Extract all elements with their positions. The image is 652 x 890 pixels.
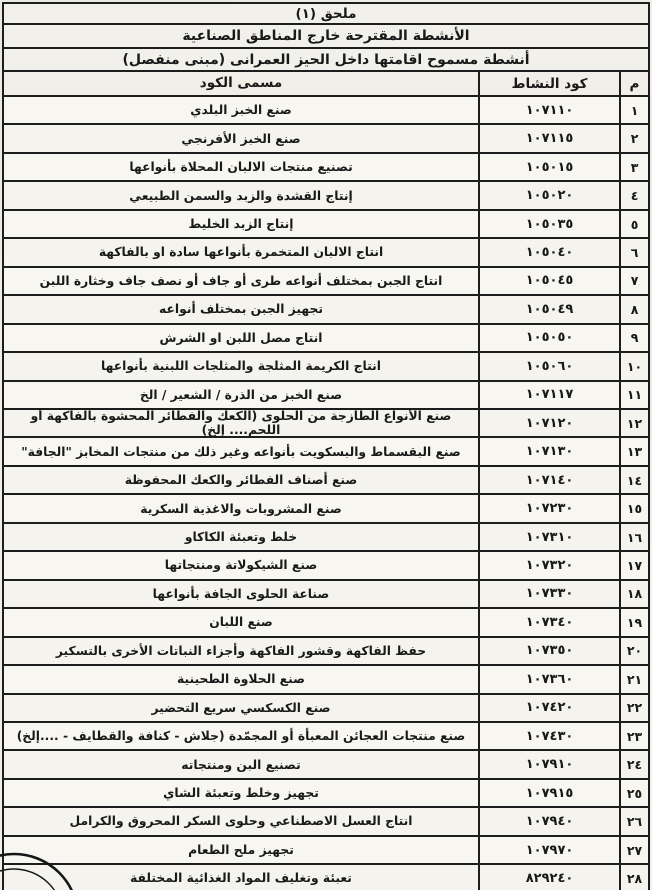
row-number-cell: ٢٣ <box>619 723 648 749</box>
row-number-cell: ٢٦ <box>619 808 648 834</box>
document-sub-title: أنشطة مسموح اقامتها داخل الحيز العمرانى (مبنى منفصل) <box>4 49 648 72</box>
row-number-cell: ٤ <box>619 182 648 208</box>
code-name-cell: صنع المشروبات والاغذية السكرية <box>140 501 342 516</box>
row-number-cell: ٢ <box>619 125 648 151</box>
activity-code-cell: ١٠٥٠٤٠ <box>478 239 619 265</box>
table-row <box>4 182 648 210</box>
table-row <box>4 467 648 495</box>
table-row <box>4 211 648 239</box>
column-header-activity-code: كود النشاط <box>478 72 619 95</box>
activity-code-cell: ١٠٧٣٢٠ <box>478 552 619 578</box>
row-number-cell: ٥ <box>619 211 648 237</box>
code-name-cell: انتاج العسل الاصطناعي وحلوى السكر المحروق والكرامل <box>69 814 413 829</box>
activity-code-cell: ١٠٧٤٢٠ <box>478 695 619 721</box>
activity-code-cell: ١٠٧٣١٠ <box>478 524 619 550</box>
row-number-cell: ٩ <box>619 325 648 351</box>
activity-code-cell: ١٠٧١٢٠ <box>478 410 619 436</box>
activity-code-cell: ١٠٧٢٣٠ <box>478 495 619 521</box>
table-row <box>4 751 648 779</box>
table-row <box>4 609 648 637</box>
table-row <box>4 353 648 381</box>
activity-code-cell: ١٠٧٣٣٠ <box>478 581 619 607</box>
activity-code-cell: ١٠٧١١٠ <box>478 97 619 123</box>
table-row <box>4 268 648 296</box>
code-name-cell: صنع الخبز من الذرة / الشعير / الخ <box>139 387 343 402</box>
code-name-cell: تصنيع منتجات الالبان المحلاة بأنواعها <box>129 160 353 175</box>
activity-code-cell: ١٠٧٣٦٠ <box>478 666 619 692</box>
activity-code-cell: ١٠٧٣٥٠ <box>478 638 619 664</box>
table-row <box>4 865 648 890</box>
code-name-cell: خلط وتعبئة الكاكاو <box>184 529 298 544</box>
activity-code-cell: ١٠٥٠٦٠ <box>478 353 619 379</box>
table-row <box>4 780 648 808</box>
row-number-cell: ١٦ <box>619 524 648 550</box>
code-name-cell: صنع البقسماط والبسكويت بأنواعه وغير ذلك من منتجات المخابز "الجافة" <box>21 444 461 459</box>
row-number-cell: ١ <box>619 97 648 123</box>
activity-code-cell: ١٠٥٠١٥ <box>478 154 619 180</box>
table-row <box>4 495 648 523</box>
row-number-cell: ٣ <box>619 154 648 180</box>
row-number-cell: ٢٤ <box>619 751 648 777</box>
table-row <box>4 552 648 580</box>
table-body <box>4 97 648 890</box>
table-row <box>4 524 648 552</box>
table-row <box>4 438 648 466</box>
activity-code-cell: ١٠٧٩١٥ <box>478 780 619 806</box>
table-row <box>4 837 648 865</box>
activity-code-cell: ١٠٧١١٧ <box>478 382 619 408</box>
row-number-cell: ٢٧ <box>619 837 648 863</box>
activities-table <box>2 2 650 890</box>
row-number-cell: ٨ <box>619 296 648 322</box>
row-number-cell: ٢٢ <box>619 695 648 721</box>
table-row <box>4 410 648 438</box>
code-name-cell: صنع الكسكسي سريع التحضير <box>151 700 331 715</box>
activity-code-cell: ١٠٥٠٣٥ <box>478 211 619 237</box>
code-name-cell: صنع الخبز البلدي <box>190 103 292 118</box>
table-row <box>4 296 648 324</box>
activity-code-cell: ١٠٧١٣٠ <box>478 438 619 464</box>
column-header-code-name: مسمى الكود <box>199 74 283 91</box>
document-main-title: الأنشطة المقترحة خارج المناطق الصناعية <box>4 25 648 49</box>
activity-code-cell: ١٠٧٩٤٠ <box>478 808 619 834</box>
row-number-cell: ٧ <box>619 268 648 294</box>
code-name-cell: تجهيز وخلط وتعبئة الشاي <box>163 786 319 801</box>
code-name-cell: صنع الحلاوة الطحينية <box>177 672 305 687</box>
activity-code-cell: ١٠٧١١٥ <box>478 125 619 151</box>
table-row <box>4 581 648 609</box>
row-number-cell: ١٩ <box>619 609 648 635</box>
row-number-cell: ١٨ <box>619 581 648 607</box>
code-name-cell: إنتاج الزبد الخليط <box>188 216 294 231</box>
table-row <box>4 239 648 267</box>
table-row <box>4 808 648 836</box>
code-name-cell: انتاج الجبن بمختلف أنواعه طرى أو جاف أو نصف جاف وخثارة اللبن <box>39 273 443 288</box>
table-row <box>4 325 648 353</box>
code-name-cell: صنع أصناف الفطائر والكعك المحفوظة <box>124 473 358 488</box>
row-number-cell: ١٢ <box>619 410 648 436</box>
activity-code-cell: ١٠٧٣٤٠ <box>478 609 619 635</box>
table-row <box>4 154 648 182</box>
activity-code-cell: ١٠٧١٤٠ <box>478 467 619 493</box>
activity-code-cell: ١٠٥٠٤٥ <box>478 268 619 294</box>
code-name-cell: تجهيز الجبن بمختلف أنواعه <box>159 302 323 317</box>
activity-code-cell: ١٠٥٠٤٩ <box>478 296 619 322</box>
column-header-number: م <box>619 72 648 95</box>
code-name-cell: تعبئة وتغليف المواد الغذائية المختلفة <box>130 871 352 886</box>
row-number-cell: ١٤ <box>619 467 648 493</box>
table-row <box>4 666 648 694</box>
code-name-cell: حفظ الفاكهة وقشور الفاكهة وأجزاء النباتات الأخرى بالتسكير <box>55 643 427 658</box>
row-number-cell: ٢٨ <box>619 865 648 890</box>
code-name-cell: صنع الشيكولاتة ومنتجاتها <box>164 558 318 573</box>
activity-code-cell: ١٠٧٩٧٠ <box>478 837 619 863</box>
activity-code-cell: ١٠٥٠٥٠ <box>478 325 619 351</box>
code-name-cell: صنع الخبز الأفرنجي <box>181 131 301 146</box>
code-name-cell: صنع منتجات العجائن المعبأة أو المجمّدة (جلاش - كنافة والقطايف - ....إلخ) <box>16 729 466 744</box>
row-number-cell: ١٠ <box>619 353 648 379</box>
activity-code-cell: ١٠٧٩١٠ <box>478 751 619 777</box>
code-name-cell: صنع اللبان <box>209 615 273 630</box>
code-name-cell: تجهيز ملح الطعام <box>188 842 294 857</box>
code-name-cell: انتاج مصل اللبن او الشرش <box>159 330 323 345</box>
table-row <box>4 638 648 666</box>
code-name-cell: انتاج الكريمة المثلجة والمثلجات اللبنية بأنواعها <box>101 359 382 374</box>
table-row <box>4 97 648 125</box>
activity-code-cell: ٨٢٩٢٤٠ <box>478 865 619 890</box>
row-number-cell: ٢٠ <box>619 638 648 664</box>
row-number-cell: ٢٥ <box>619 780 648 806</box>
code-name-cell: صنع الأنواع الطازجة من الحلوى (الكعك والفطائر المحشوة بالفاكهة أو اللحم.... إلخ) <box>30 409 452 437</box>
table-row <box>4 695 648 723</box>
table-row <box>4 382 648 410</box>
code-name-cell: انتاج الالبان المتخمرة بأنواعها سادة او بالفاكهة <box>98 245 384 260</box>
row-number-cell: ١٧ <box>619 552 648 578</box>
activity-code-cell: ١٠٧٤٣٠ <box>478 723 619 749</box>
row-number-cell: ٦ <box>619 239 648 265</box>
table-row <box>4 125 648 153</box>
table-header-row <box>4 72 648 97</box>
row-number-cell: ٢١ <box>619 666 648 692</box>
activity-code-cell: ١٠٥٠٢٠ <box>478 182 619 208</box>
code-name-cell: تصنيع البن ومنتجاته <box>181 757 301 772</box>
table-row <box>4 723 648 751</box>
row-number-cell: ١٣ <box>619 438 648 464</box>
appendix-title: ملحق (١) <box>4 4 648 25</box>
row-number-cell: ١١ <box>619 382 648 408</box>
code-name-cell: إنتاج القشدة والزبد والسمن الطبيعي <box>129 188 353 203</box>
row-number-cell: ١٥ <box>619 495 648 521</box>
code-name-cell: صناعة الحلوى الجافة بأنواعها <box>152 586 330 601</box>
